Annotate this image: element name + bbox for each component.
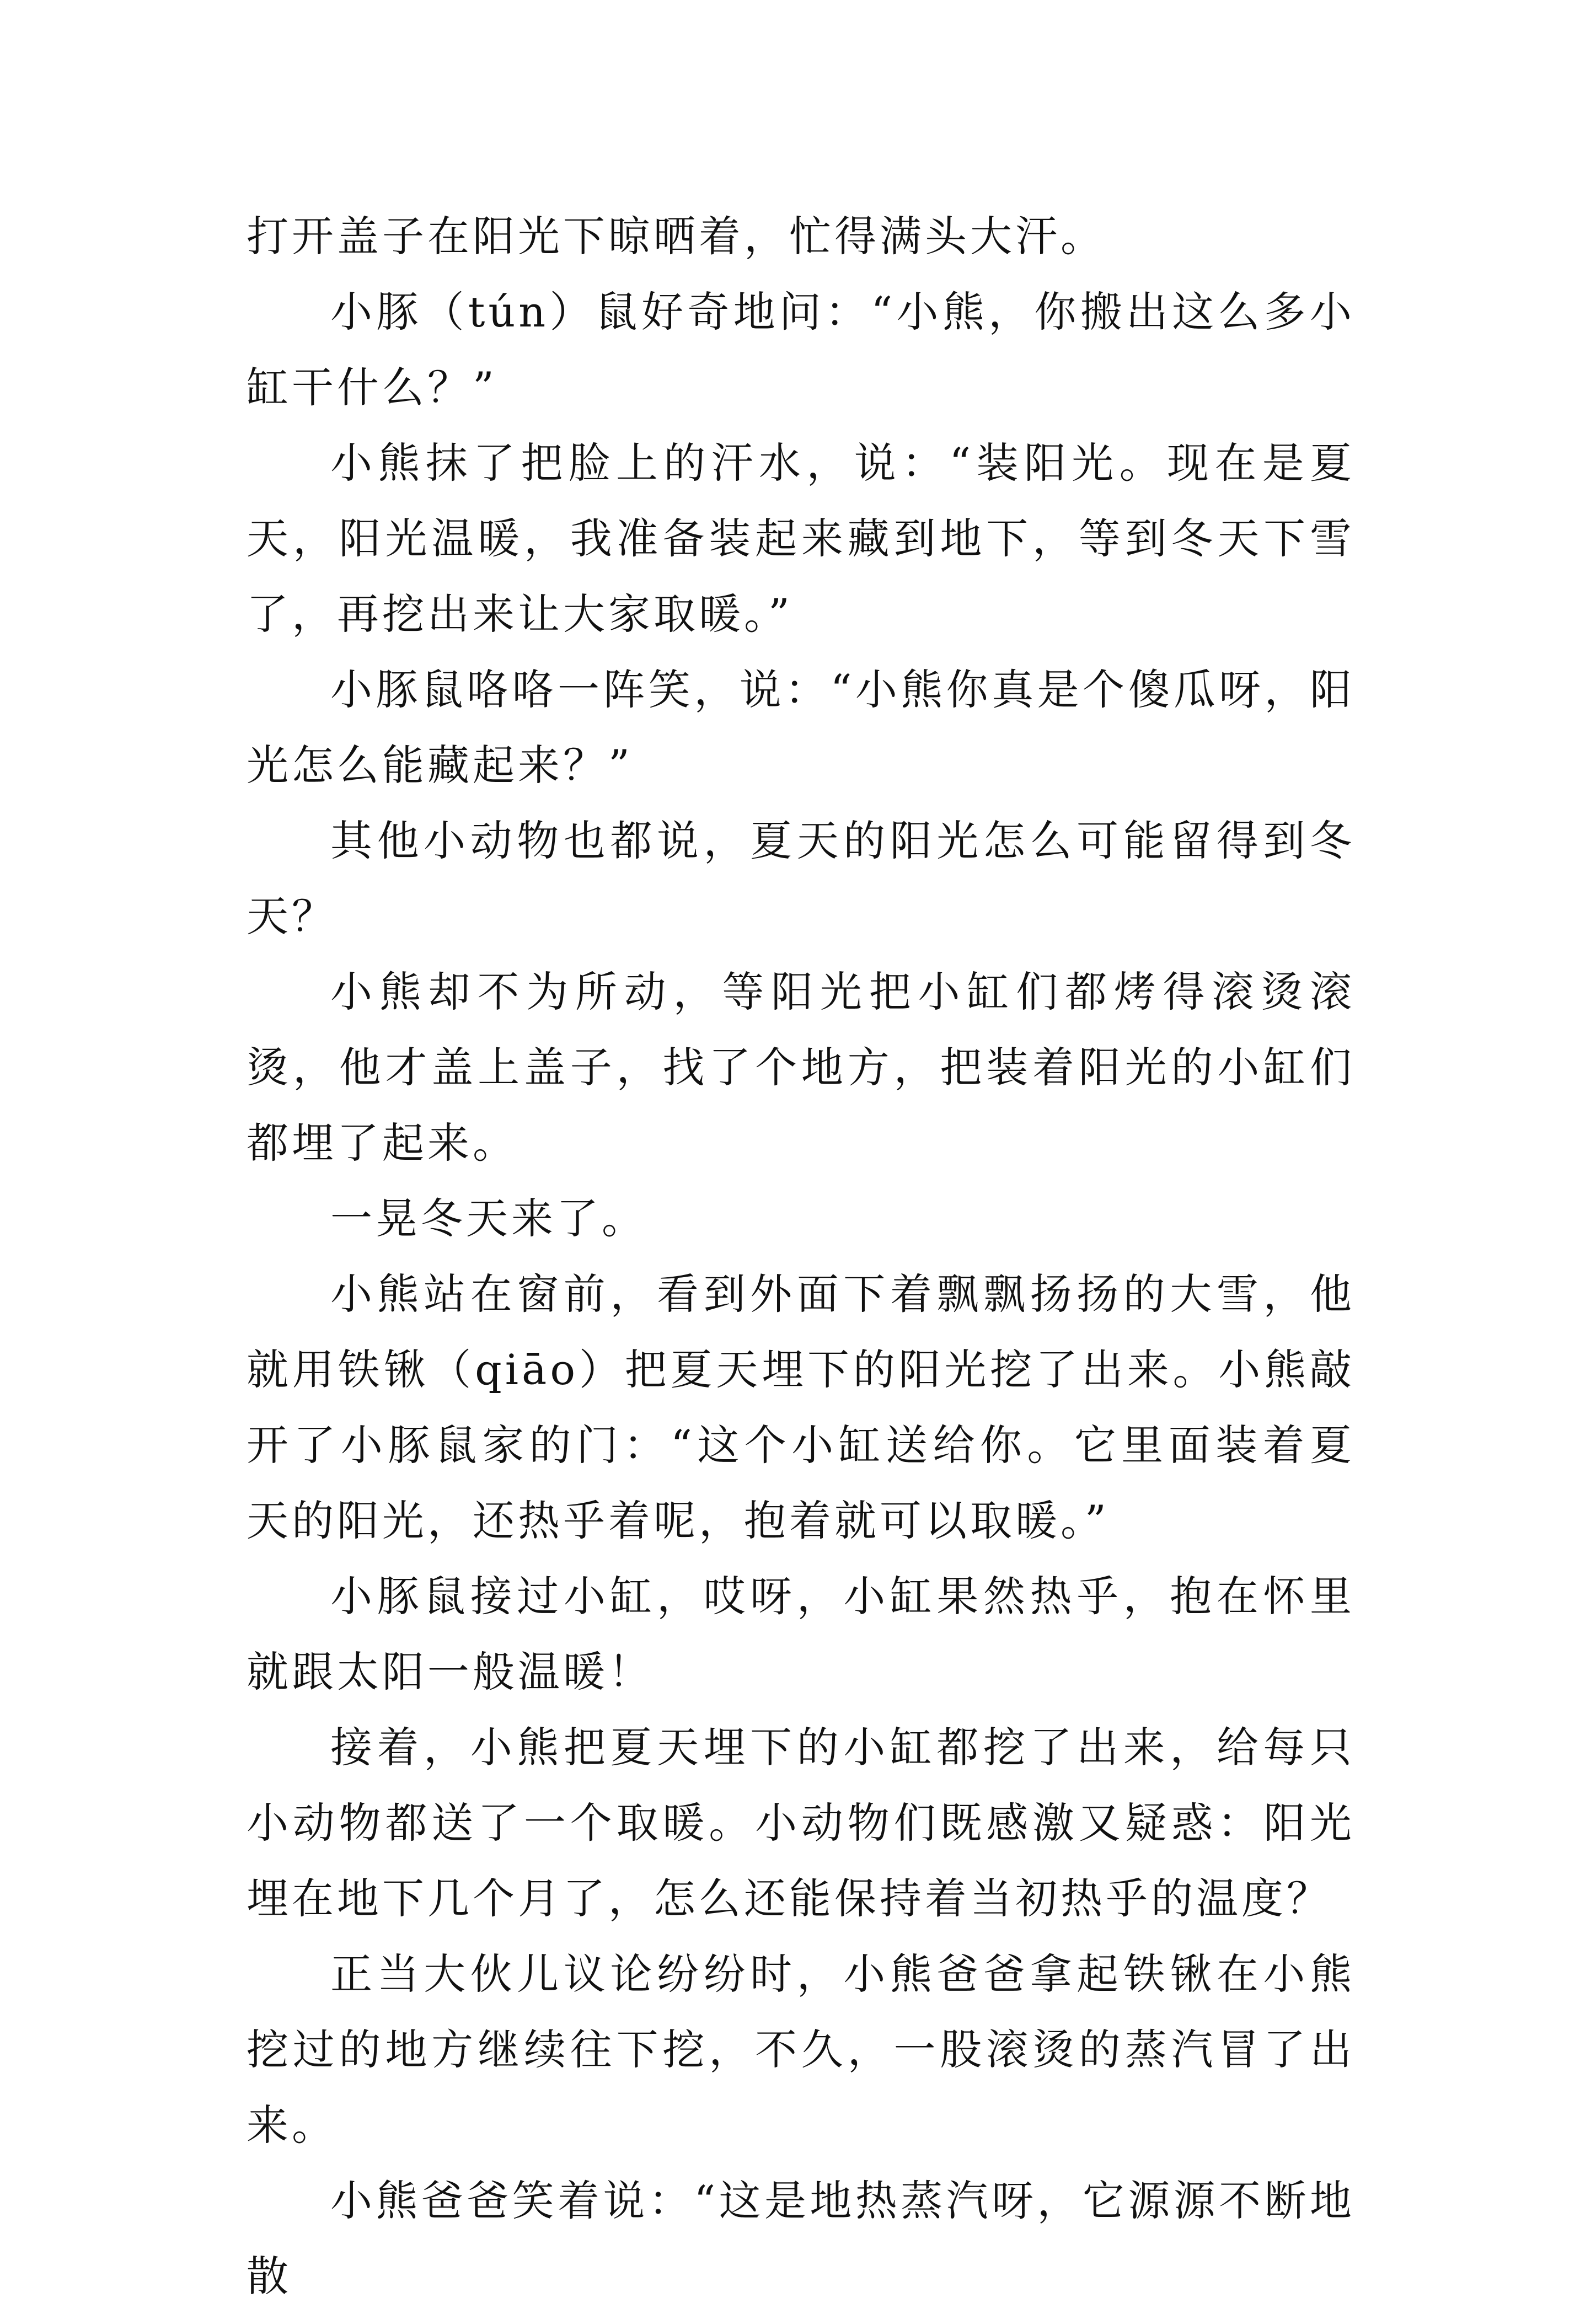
paragraph: 一晃冬天来了。: [330, 1194, 647, 1243]
paragraph: 打开盖子在阳光下晾晒着，忙得满头大汗。: [247, 212, 1106, 261]
story-text: [247, 199, 1355, 2314]
paragraph: 正当大伙儿议论纷纷时，小熊爸爸拿起铁锹在小熊挖过的地方继续往下挖，不久，一股滚烫的蒸汽冒了出来。: [247, 1949, 1355, 2150]
paragraph: 小熊抹了把脸上的汗水，说：“装阳光。现在是夏天，阳光温暖，我准备装起来藏到地下，等到冬天下雪了，再挖出来让大家取暖。”: [247, 438, 1355, 639]
paragraph: 接着，小熊把夏天埋下的小缸都挖了出来，给每只小动物都送了一个取暖。小动物们既感激又疑惑：阳光埋在地下几个月了，怎么还能保持着当初热乎的温度？: [247, 1723, 1355, 1923]
paragraph: 其他小动物也都说，夏天的阳光怎么可能留得到冬天？: [247, 816, 1355, 941]
paragraph: 小熊却不为所动，等阳光把小缸们都烤得滚烫滚烫，他才盖上盖子，找了个地方，把装着阳光的小缸们都埋了起来。: [247, 967, 1355, 1167]
paragraph: 小豚鼠接过小缸，哎呀，小缸果然热乎，抱在怀里就跟太阳一般温暖！: [247, 1572, 1355, 1696]
paragraph: 小豚（tún）鼠好奇地问：“小熊，你搬出这么多小缸干什么？”: [247, 287, 1355, 412]
paragraph: 小熊爸爸笑着说：“这是地热蒸汽呀，它源源不断地散: [247, 2176, 1355, 2301]
paragraph: 小熊站在窗前，看到外面下着飘飘扬扬的大雪，他就用铁锹（qiāo）把夏天埋下的阳光挖了出来。小熊敲开了小豚鼠家的门：“这个小缸送给你。它里面装着夏天的阳光，还热乎着呢，抱着就可以取暖。”: [247, 1270, 1355, 1545]
paragraph: 小豚鼠咯咯一阵笑，说：“小熊你真是个傻瓜呀，阳光怎么能藏起来？”: [247, 665, 1355, 790]
